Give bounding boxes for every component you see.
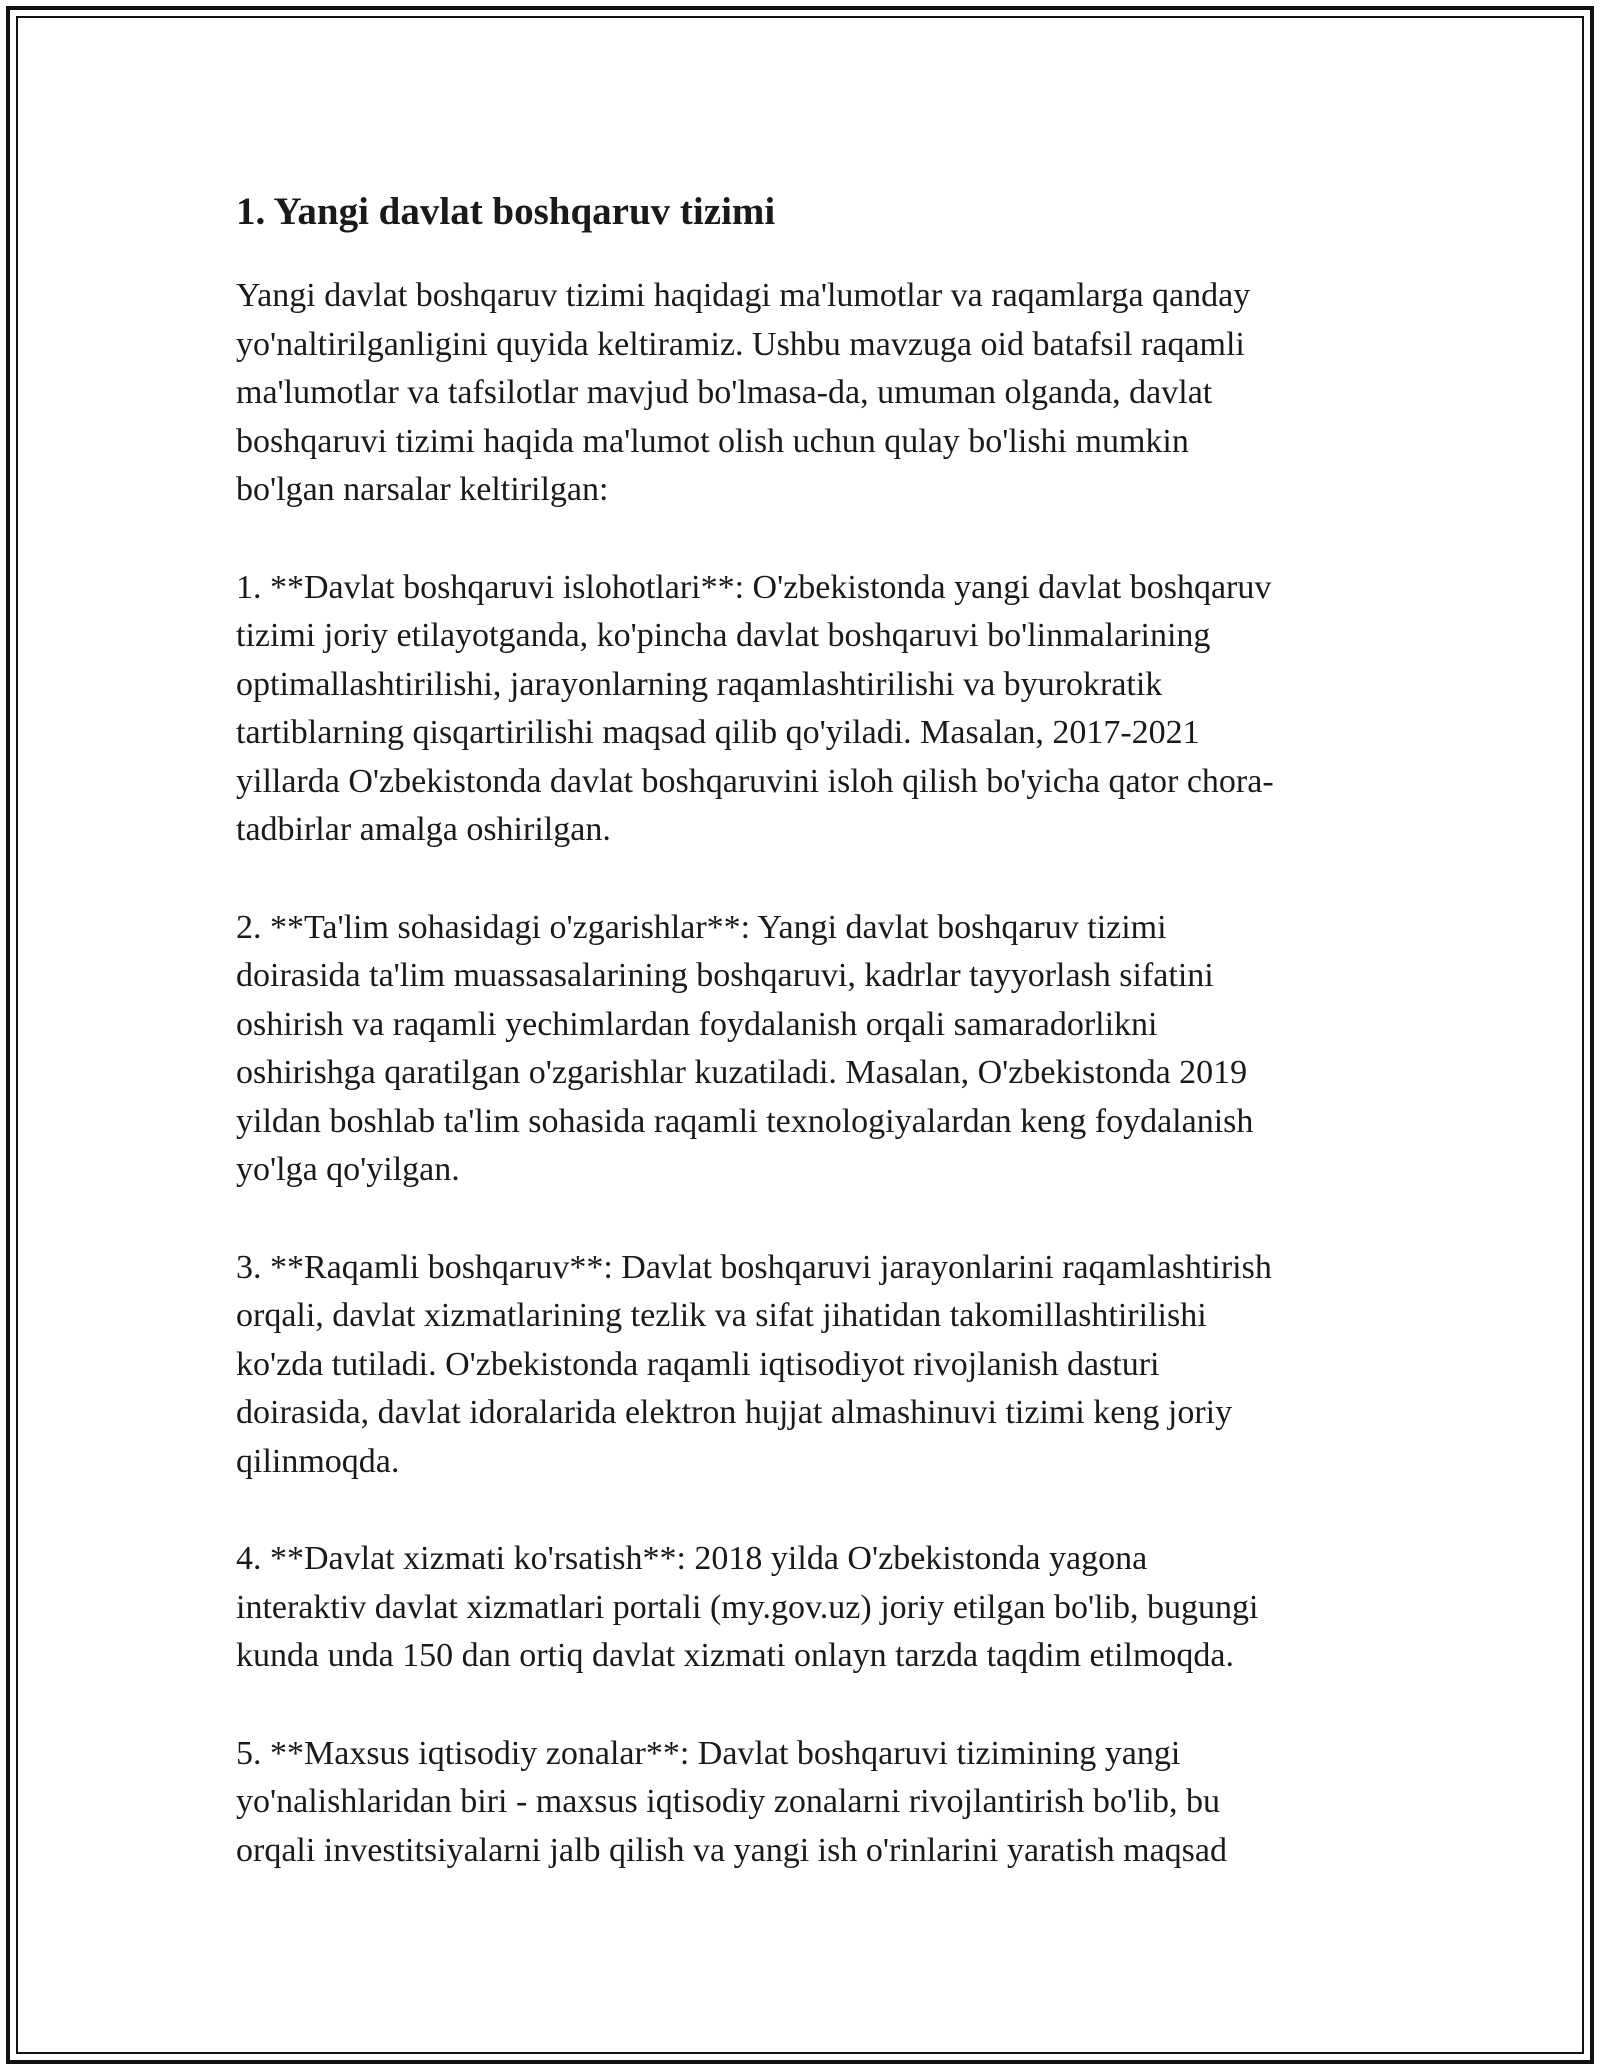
text-line: qilinmoqda. (236, 1442, 400, 1480)
text-line: tizimi joriy etilayotganda, ko'pincha davlat boshqaruvi bo'linmalarining (236, 617, 1211, 654)
text-line: optimallashtirilishi, jarayonlarning raqamlashtirilishi va byurokratik (236, 665, 1163, 703)
text-line: yildan boshlab ta'lim sohasida raqamli texnologiyalardan keng foydalanish (236, 1102, 1254, 1140)
text-line: oshirishga qaratilgan o'zgarishlar kuzatiladi. Masalan, O'zbekistonda 2019 (236, 1054, 1248, 1091)
text-line: yillarda O'zbekistonda davlat boshqaruvini isloh qilish bo'yicha qator chora- (236, 762, 1274, 800)
text-line: yo'nalishlaridan biri - maxsus iqtisodiy zonalarni rivojlantirish bo'lib, bu (236, 1783, 1220, 1820)
text-line: doirasida ta'lim muassasalarining boshqaruvi, kadrlar tayyorlash sifatini (236, 957, 1214, 994)
text-line: ko'zda tutiladi. O'zbekistonda raqamli iqtisodiyot rivojlanish dasturi (236, 1345, 1160, 1383)
text-line: 1. **Davlat boshqaruvi islohotlari**: O'zbekistonda yangi davlat boshqaruv (236, 568, 1272, 606)
list-item-paragraph (236, 564, 1366, 855)
text-line: oshirish va raqamli yechimlardan foydalanish orqali samaradorlikni (236, 1005, 1158, 1043)
text-line: 2. **Ta'lim sohasidagi o'zgarishlar**: Yangi davlat boshqaruv tizimi (236, 908, 1167, 946)
text-line: tartiblarning qisqartirilishi maqsad qilib qo'yiladi. Masalan, 2017-2021 (236, 714, 1200, 751)
text-line: orqali, davlat xizmatlarining tezlik va sifat jihatidan takomillashtirilishi (236, 1297, 1207, 1334)
text-line: 5. **Maxsus iqtisodiy zonalar**: Davlat boshqaruvi tizimining yangi (236, 1734, 1181, 1772)
list-item-paragraph (236, 1244, 1366, 1487)
text-line: bo'lgan narsalar keltirilgan: (236, 471, 609, 508)
list-item-paragraph (236, 1730, 1366, 1876)
text-line: ma'lumotlar va tafsilotlar mavjud bo'lmasa-da, umuman olganda, davlat (236, 374, 1213, 411)
text-line: interaktiv davlat xizmatlari portali (my.gov.uz) joriy etilgan bo'lib, bugungi (236, 1588, 1259, 1626)
section-heading: 1. Yangi davlat boshqaruv tizimi (236, 190, 776, 233)
text-line: boshqaruvi tizimi haqida ma'lumot olish uchun qulay bo'lishi mumkin (236, 422, 1189, 460)
text-line: 4. **Davlat xizmati ko'rsatish**: 2018 yilda O'zbekistonda yagona (236, 1540, 1148, 1577)
text-line: Yangi davlat boshqaruv tizimi haqidagi ma'lumotlar va raqamlarga qanday (236, 277, 1251, 314)
intro-paragraph (236, 272, 1366, 515)
document-body (236, 186, 1366, 1924)
text-line: yo'naltirilganligini quyida keltiramiz. Ushbu mavzuga oid batafsil raqamli (236, 325, 1245, 363)
list-item-paragraph (236, 904, 1366, 1195)
text-line: yo'lga qo'yilgan. (236, 1151, 460, 1188)
text-line: doirasida, davlat idoralarida elektron hujjat almashinuvi tizimi keng joriy (236, 1394, 1233, 1431)
text-line: tadbirlar amalga oshirilgan. (236, 811, 611, 848)
text-line: orqali investitsiyalarni jalb qilish va yangi ish o'rinlarini yaratish maqsad (236, 1831, 1227, 1869)
list-item-paragraph (236, 1535, 1366, 1681)
text-line: kunda unda 150 dan ortiq davlat xizmati onlayn tarzda taqdim etilmoqda. (236, 1637, 1235, 1674)
text-line: 3. **Raqamli boshqaruv**: Davlat boshqaruvi jarayonlarini raqamlashtirish (236, 1248, 1272, 1286)
